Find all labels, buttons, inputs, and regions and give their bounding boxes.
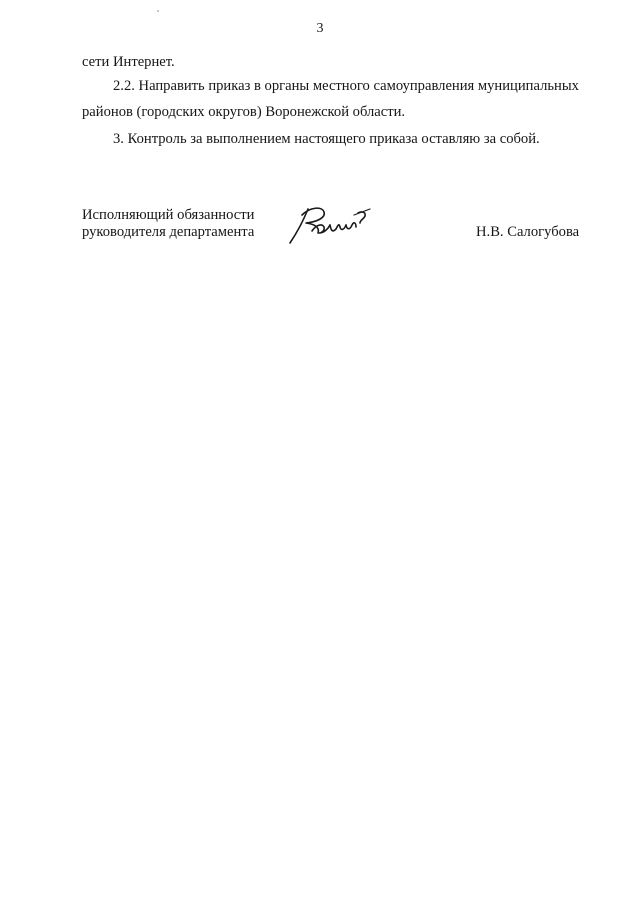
- body-line-1: сети Интернет.: [82, 54, 175, 70]
- signatory-name: Н.В. Салогубова: [476, 224, 580, 240]
- handwritten-signature-icon: [284, 203, 376, 249]
- body-line-2: 2.2. Направить приказ в органы местного самоуправления муниципальных: [113, 78, 579, 94]
- signatory-title-line-2: руководителя департамента: [82, 224, 255, 240]
- scan-speck: [157, 10, 159, 12]
- signatory-title-line-1: Исполняющий обязанности: [82, 207, 255, 223]
- body-line-4: 3. Контроль за выполнением настоящего приказа оставляю за собой.: [113, 131, 540, 147]
- signatory-title: [82, 207, 254, 241]
- page-number: 3: [316, 21, 324, 36]
- body-line-3: районов (городских округов) Воронежской области.: [82, 104, 406, 120]
